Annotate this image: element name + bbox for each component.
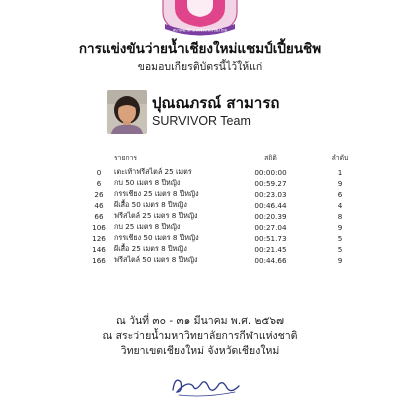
table-row <box>84 255 366 266</box>
row-rank: 5 <box>337 234 343 243</box>
row-event: กบ 50 เมตร 8 ปีหญิง <box>114 178 181 187</box>
header-rank: ลำดับ <box>331 154 349 162</box>
signature <box>165 368 245 400</box>
row-number: 46 <box>94 201 104 210</box>
row-time: 00:59.27 <box>254 179 287 188</box>
table-row <box>84 189 366 200</box>
certificate-title: การแข่งขันว่ายน้ำเชียงใหม่แชมป์เปี้ยนชิพ <box>78 41 322 57</box>
row-rank: 9 <box>337 179 343 188</box>
row-rank: 5 <box>337 245 343 254</box>
row-time: 00:51.73 <box>254 234 287 243</box>
row-number: 166 <box>92 256 106 265</box>
row-rank: 9 <box>337 256 343 265</box>
row-time: 00:46.44 <box>254 201 287 210</box>
row-event: ผีเสื้อ 25 เมตร 8 ปีหญิง <box>114 244 187 253</box>
row-rank: 6 <box>337 190 343 199</box>
recipient-photo <box>107 90 147 134</box>
row-event: ฟรีสไตล์ 50 เมตร 8 ปีหญิง <box>114 255 198 264</box>
table-row <box>84 222 366 233</box>
recipient-team: SURVIVOR Team <box>152 114 251 128</box>
table-row <box>84 178 366 189</box>
table-row <box>84 200 366 211</box>
event-venue: ณ สระว่ายน้ำมหาวิทยาลัยการกีฬาแห่งชาติ <box>102 330 298 342</box>
row-time: 00:23.03 <box>254 190 287 199</box>
event-location: วิทยาเขตเชียงใหม่ จังหวัดเชียงใหม่ <box>120 345 280 357</box>
results-table <box>84 152 366 266</box>
row-time: 00:20.39 <box>254 212 287 221</box>
recipient-name: ปุณณภรณ์ สามารถ <box>152 94 280 112</box>
row-event: ผีเสื้อ 50 เมตร 8 ปีหญิง <box>114 200 187 209</box>
row-event: กรรเชียง 25 เมตร 8 ปีหญิง <box>114 189 199 198</box>
row-time: 00:44.66 <box>254 256 287 265</box>
row-rank: 9 <box>337 223 343 232</box>
row-rank: 4 <box>337 201 343 210</box>
row-event: ฟรีสไตล์ 25 เมตร 8 ปีหญิง <box>114 211 198 220</box>
association-logo <box>157 0 243 36</box>
row-number: 26 <box>94 190 104 199</box>
row-event: เตะเท้าฟรีสไตล์ 25 เมตร <box>114 167 192 176</box>
row-rank: 1 <box>337 168 343 177</box>
row-time: 00:21.45 <box>254 245 287 254</box>
logo-text: สมาคมกีฬาแห่งจังหวัดเชียงใหม่ <box>172 27 228 33</box>
header-time: สถิติ <box>264 154 277 162</box>
row-number: 146 <box>92 245 106 254</box>
event-date: ณ วันที่ ๓๐ - ๓๑ มีนาคม พ.ศ. ๒๕๖๗ <box>116 315 284 327</box>
table-row <box>84 167 366 178</box>
row-rank: 8 <box>337 212 343 221</box>
table-row <box>84 233 366 244</box>
table-header-row <box>84 152 366 167</box>
row-number: 0 <box>96 168 102 177</box>
table-row <box>84 211 366 222</box>
row-number: 66 <box>94 212 104 221</box>
header-number <box>84 152 114 167</box>
row-time: 00:27.04 <box>254 223 287 232</box>
row-number: 126 <box>92 234 106 243</box>
row-number: 106 <box>92 223 106 232</box>
row-event: กบ 25 เมตร 8 ปีหญิง <box>114 222 181 231</box>
row-number: 6 <box>96 179 102 188</box>
row-time: 00:00:00 <box>254 168 287 177</box>
certificate-subtitle: ขอมอบเกียรติบัตรนี้ไว้ให้แก่ <box>137 61 263 73</box>
table-row <box>84 244 366 255</box>
header-event: รายการ <box>114 154 138 162</box>
row-event: กรรเชียง 50 เมตร 8 ปีหญิง <box>114 233 199 242</box>
